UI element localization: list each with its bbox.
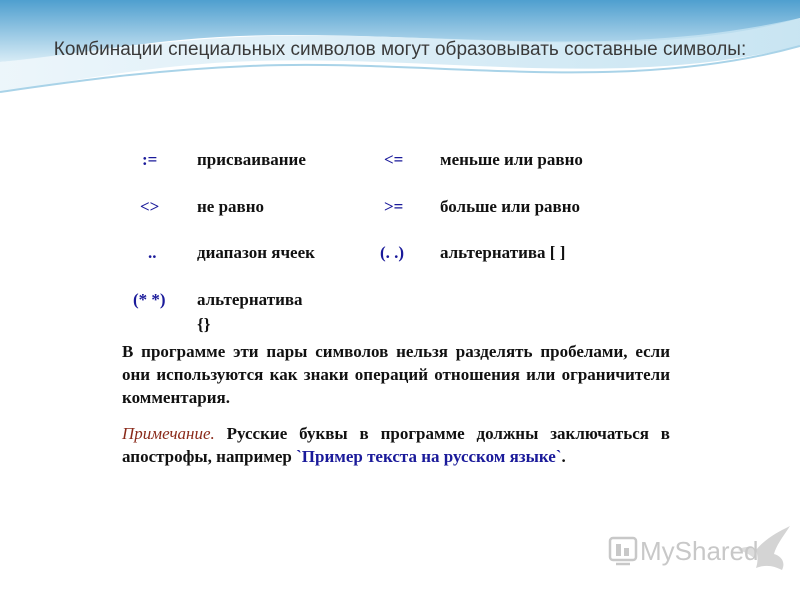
symbol-comment: (* *) [133, 290, 166, 309]
note-end: . [561, 447, 566, 466]
desc-comment: альтернатива [197, 290, 303, 309]
desc-ne: не равно [197, 197, 265, 216]
logo-text: MyShared [640, 536, 759, 566]
paragraph-spacing-rule: В программе эти пары символов нельзя разделять пробелами, если они используются как знаки операций отношения или ограничители комментария. [122, 342, 670, 407]
note-quote: `Пример текста на русском языке` [296, 447, 562, 466]
paragraph-note [122, 422, 670, 468]
symbol-assign: := [142, 150, 158, 169]
desc-le: меньше или равно [440, 150, 583, 169]
desc-alt-brackets: альтернатива [ ] [440, 243, 566, 262]
note-label: Примечание. [122, 424, 215, 443]
symbol-ne: <> [140, 197, 160, 216]
symbol-ge: >= [384, 197, 404, 216]
note-text: Русские буквы в программе должны заключаться в апострофы, например [122, 424, 670, 466]
symbol-range: .. [148, 243, 157, 262]
desc-range: диапазон ячеек [197, 243, 315, 262]
desc-ge: больше или равно [440, 197, 581, 216]
slide-title: Комбинации специальных символов могут образовывать составные символы: [53, 39, 747, 60]
symbol-alt-brackets: (. .) [380, 243, 405, 262]
myshared-logo [606, 520, 796, 596]
desc-assign: присваивание [197, 150, 306, 169]
desc-comment-braces: {} [197, 315, 211, 334]
symbol-le: <= [384, 150, 404, 169]
